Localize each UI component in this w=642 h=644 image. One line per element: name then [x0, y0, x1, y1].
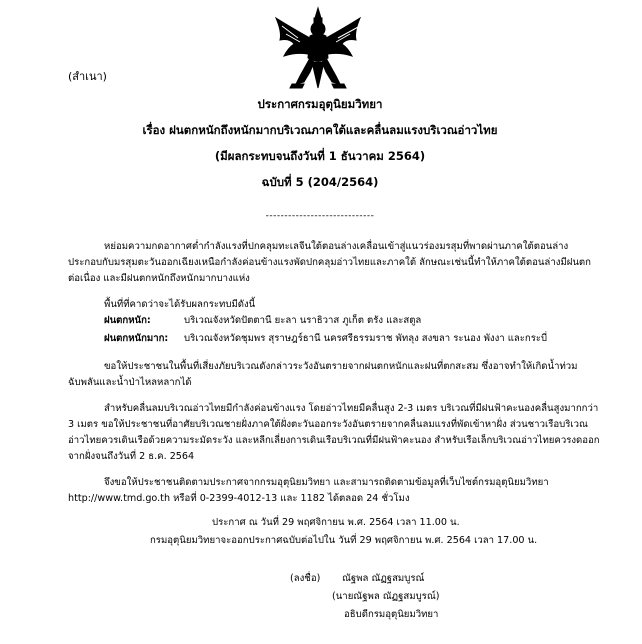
paragraph2-line2: ฉับพลันและน้ำป่าไหลหลากได้	[68, 377, 192, 388]
signer-name: ณัฐพล ณัฏฐสมบูรณ์	[342, 573, 425, 584]
very-heavy-rain-label: ฝนตกหนักมาก:	[104, 333, 169, 344]
paragraph1-line1: หย่อมความกดอากาศต่ำกำลังแรงที่ปกคลุมทะเลจีนใต้ตอนล่างเคลื่อนเข้าสู่แนวร่องมรสุมที่พาดผ่านภาคใต้ตอนล่าง	[104, 241, 569, 252]
heavy-rain-areas: บริเวณจังหวัดปัตตานี ยะลา นราธิวาส ภูเก็ต ตรัง และสตูล	[184, 315, 422, 326]
paragraph4-line2: http://www.tmd.go.th หรือที่ 0-2399-4012-13 และ 1182 ได้ตลอด 24 ชั่วโมง	[68, 493, 410, 504]
paragraph2-line1: ขอให้ประชาชนในพื้นที่เสี่ยงภัยบริเวณดังกล่าวระวังอันตรายจากฝนตกหนักและฝนที่ตกสะสม ซึ่งอาจทำให้เกิดน้ำท่วม	[104, 361, 578, 372]
signer-position: อธิบดีกรมอุตุนิยมวิทยา	[344, 609, 439, 620]
very-heavy-rain-areas: บริเวณจังหวัดชุมพร สุราษฎร์ธานี นครศรีธรรมราช พัทลุง สงขลา ระนอง พังงา และกระบี่	[184, 333, 548, 344]
heavy-rain-label: ฝนตกหนัก:	[104, 315, 151, 326]
announcement-effect-date: (มีผลกระทบจนถึงวันที่ 1 ธันวาคม 2564)	[214, 149, 426, 163]
signer-full-name: (นายณัฐพล ณัฏฐสมบูรณ์)	[332, 591, 440, 602]
paragraph3-line4: จากฝั่งจนถึงวันที่ 2 ธ.ค. 2564	[68, 451, 195, 462]
affected-intro: พื้นที่ที่คาดว่าจะได้รับผลกระทบมีดังนี้	[104, 299, 256, 310]
next-issue-datetime: กรมอุตุนิยมวิทยาจะออกประกาศฉบับต่อไปใน วันที่ 29 พฤศจิกายน พ.ศ. 2564 เวลา 17.00 น.	[150, 535, 538, 546]
announced-datetime: ประกาศ ณ วันที่ 29 พฤศจิกายน พ.ศ. 2564 เวลา 11.00 น.	[212, 517, 460, 528]
separator-line: -----------------------------	[265, 211, 375, 221]
paragraph1-line3: ต่อเนื่อง และมีฝนตกหนักถึงหนักมากบางแห่ง	[68, 273, 250, 284]
paragraph4-line1: จึงขอให้ประชาชนติดตามประกาศจากกรมอุตุนิยมวิทยา และสามารถติดตามข้อมูลที่เว็บไซต์กรมอุตุนิยมวิทยา	[104, 477, 549, 488]
paragraph3-line1: สำหรับคลื่นลมบริเวณอ่าวไทยมีกำลังค่อนข้างแรง โดยอ่าวไทยมีคลื่นสูง 2-3 เมตร บริเวณที่มีฝนฟ้าคะนองคลื่นสูงมากกว่า	[104, 403, 599, 414]
signed-label: (ลงชื่อ)	[290, 573, 321, 584]
garuda-emblem-icon	[270, 6, 366, 94]
announcement-subject: เรื่อง ฝนตกหนักถึงหนักมากบริเวณภาคใต้และคลื่นลมแรงบริเวณอ่าวไทย	[142, 123, 498, 137]
paragraph1-line2: ประกอบกับมรสุมตะวันออกเฉียงเหนือกำลังค่อนข้างแรงพัดปกคลุมอ่าวไทยและภาคใต้ ลักษณะเช่นนี้ทำให้ภาคใต้ตอนล่างมีฝนตก	[68, 257, 591, 268]
announcement-issue-number: ฉบับที่ 5 (204/2564)	[261, 175, 379, 189]
paragraph3-line3: อ่าวไทยควรเดินเรือด้วยความระมัดระวัง และหลีกเลี่ยงการเดินเรือบริเวณที่มีฝนฟ้าคะนอง สำหรับเรือเล็กบริเวณอ่าวไทยควรงดออก	[68, 435, 600, 446]
announcement-title: ประกาศกรมอุตุนิยมวิทยา	[257, 97, 383, 111]
paragraph3-line2: 3 เมตร ขอให้ประชาชนที่อาศัยบริเวณชายฝั่งภาคใต้ฝั่งตะวันออกระวังอันตรายจากคลื่นลมแรงที่พัดเข้าหาฝั่ง ส่วนชาวเรือบริเวณ	[68, 419, 588, 430]
copy-label: (สำเนา)	[68, 70, 107, 83]
